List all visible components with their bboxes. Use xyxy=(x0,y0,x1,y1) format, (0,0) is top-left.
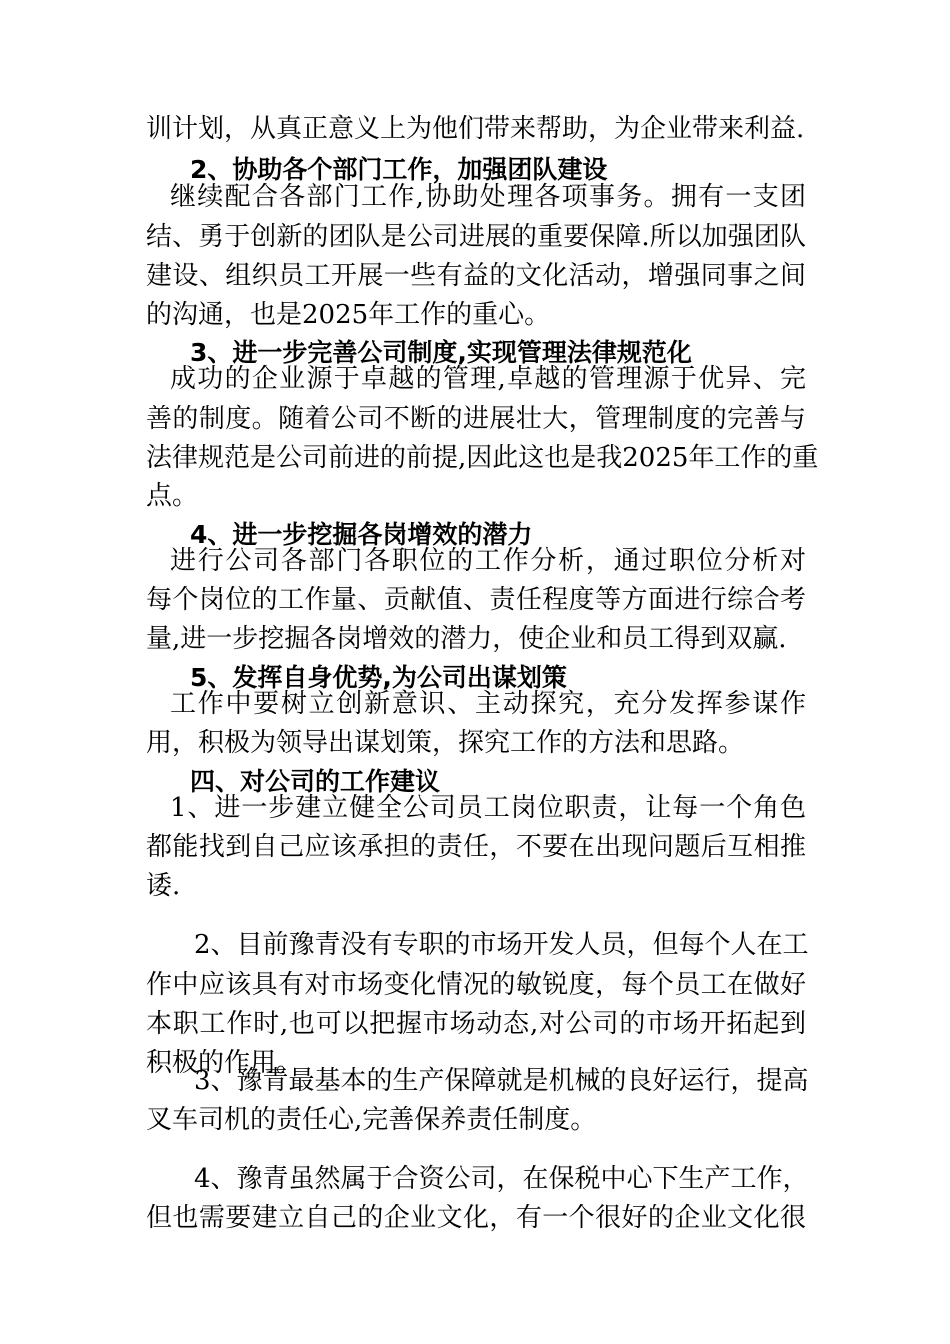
body-line: 法律规范是公司前进的前提,因此这也是我2025年工作的重 xyxy=(146,443,819,473)
body-line: 量,进一步挖掘各岗增效的潜力，使企业和员工得到双赢. xyxy=(146,624,787,654)
body-line: 每个岗位的工作量、贡献值、责任程度等方面进行综合考 xyxy=(146,585,806,615)
body-line: 用，积极为领导出谋划策，探究工作的方法和思路。 xyxy=(146,728,745,758)
body-line: 结、勇于创新的团队是公司进展的重要保障.所以加强团队 xyxy=(146,222,806,252)
body-line: 训计划，从真正意义上为他们带来帮助，为企业带来利益. xyxy=(146,114,805,144)
body-line: 本职工作时,也可以把握市场动态,对公司的市场开拓起到 xyxy=(146,1009,806,1039)
body-line: 1、进一步建立健全公司员工岗位职责，让每一个角色 xyxy=(170,793,806,823)
body-line: 作中应该具有对市场变化情况的敏锐度，每个员工在做好 xyxy=(146,970,806,1000)
section-heading-5: 5、发挥自身优势,为公司出谋划策 xyxy=(190,663,567,692)
body-line: 都能找到自己应该承担的责任，不要在出现问题后互相推 xyxy=(146,832,806,862)
body-line: 但也需要建立自己的企业文化，有一个很好的企业文化很 xyxy=(146,1203,806,1233)
body-line: 工作中要树立创新意识、主动探究，充分发挥参谋作 xyxy=(170,689,806,719)
body-line: 成功的企业源于卓越的管理,卓越的管理源于优异、完 xyxy=(170,364,806,394)
section-heading-2: 2、协助各个部门工作，加强团队建设 xyxy=(190,155,608,184)
body-line: 2、目前豫青没有专职的市场开发人员，但每个人在工 xyxy=(194,930,809,960)
section-heading-suggestions: 四、对公司的工作建议 xyxy=(190,767,441,796)
body-line: 进行公司各部门各职位的工作分析，通过职位分析对 xyxy=(170,546,806,576)
body-line: 继续配合各部门工作,协助处理各项事务。拥有一支团 xyxy=(170,182,806,212)
body-line: 4、豫青虽然属于合资公司，在保税中心下生产工作， xyxy=(194,1164,809,1194)
body-line: 叉车司机的责任心,完善保养责任制度。 xyxy=(146,1105,597,1135)
body-line: 积极的作用。 xyxy=(146,1048,303,1078)
body-line: 3、豫青最基本的生产保障就是机械的良好运行，提高 xyxy=(194,1066,809,1096)
section-heading-4: 4、进一步挖掘各岗增效的潜力 xyxy=(190,520,533,549)
body-line: 建设、组织员工开展一些有益的文化活动，增强同事之间 xyxy=(146,261,806,291)
body-line: 的沟通，也是2025年工作的重心。 xyxy=(146,300,551,330)
body-line: 善的制度。随着公司不断的进展壮大，管理制度的完善与 xyxy=(146,404,806,434)
body-line: 点。 xyxy=(146,481,199,511)
section-heading-3: 3、进一步完善公司制度,实现管理法律规范化 xyxy=(190,338,692,367)
body-line: 诿. xyxy=(146,871,181,901)
